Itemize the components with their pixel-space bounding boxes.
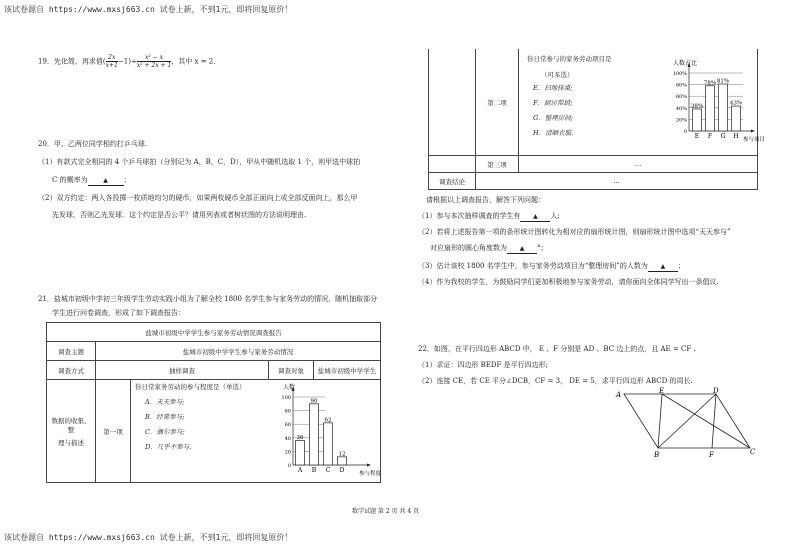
vertex-c: C [750,448,756,456]
label-method: 调查方式 [47,361,96,380]
item2-options [533,81,573,141]
q19-prefix: 19．先化简，再求值 [38,57,103,66]
bar-e [693,109,702,131]
blank-left-cell [429,49,476,156]
y-axis-label: 人数占比 [672,60,698,67]
q21-part3: （3）估计该校 1800 名学生中，参与家务劳动项目为“整理房间”的人数为 ▲ ； [418,262,685,270]
q20-part1-line1: （1）有款式完全相同的 4 个乒乓球拍（分别记为 A，B，C，D），甲从中随机选取 1 个，则甲选中球拍 [38,158,361,166]
option-h: H．清晒衣服. [533,129,574,137]
x-tick-c: C [325,467,331,474]
blank-left-cell-2 [429,156,476,173]
y-tick-label: 100 [281,395,291,401]
option-f: F．厨房帮厨; [533,99,573,107]
item1-content [131,380,381,483]
item2-content [519,49,766,156]
item1-label: 第一项 [96,380,131,483]
y-axis-label: 人数 [282,384,296,391]
q21-part2-blank[interactable]: ▲ [507,244,537,254]
q22-stem: 22．如图，在平行四边形 ABCD 中， E 、F 分别是 AD 、BC 边上的点，且 AE = CF . [418,345,696,353]
y-tick-label: 80% [675,82,687,89]
q21-part1-blank[interactable]: ▲ [520,212,550,222]
source-footer: 该试卷源自 https://www.mxsj663.cn 试卷上新，不到1元，即将回复原价！ [4,533,293,542]
parallelogram-figure [612,388,762,460]
option-b: B．经常参与; [145,413,185,421]
q20-stem: 20．甲、乙两位同学相约打乒乓球. [38,140,148,148]
source-header: 该试卷源自 https://www.mxsj663.cn 试卷上新，不到1元，即将回复原价！ [4,5,293,14]
table-title: 盐城市初级中学学生参与家务劳动情况调查报告 [47,323,381,342]
data-label-e: 38% [690,103,704,110]
x-axis-arrow [751,130,755,133]
survey-report-table [46,322,381,483]
x-tick-h: H [733,133,739,140]
vertex-b: B [654,451,660,459]
x-axis-label: 参与项目 [743,137,766,143]
label-object: 调查对象 [269,361,314,380]
q20-part2-line2: 先发球，否则乙先发球．这个约定是否公平？请用列表或者树状图的方法说明理由. [52,211,307,219]
option-c: C．偶尔参与; [145,428,185,436]
y-tick-label: 40% [675,105,687,112]
y-tick-label: 20 [284,449,291,456]
value-object: 盐城市初级中学学生 [314,361,381,380]
value-topic: 盐城市初级中学学生参与家务劳动情况 [96,342,381,361]
y-tick-label: 60 [284,422,291,429]
survey-report-table-continued [428,49,766,190]
y-tick-label: 100% [672,71,687,77]
q19-minus-one: −1)÷ [117,57,137,66]
chart-projects [667,55,766,151]
item2-label: 第二项 [475,49,518,156]
item2-note: （可多选） [541,71,574,79]
vertex-a: A [616,391,622,399]
q21-part1: （1）参与本次抽样调查的学生有 ▲ 人; [418,212,560,220]
item1-question: 你日常家务劳动的参与程度是（单选） [135,383,246,391]
data-label-h: 43% [729,100,743,107]
q19-fraction-1: $\frac{2x}{x+1}$ [105,54,118,69]
q21-part2-line2: 对应扇形的圆心角度数为 ▲ °； [430,244,548,252]
conclusion-label: 调查结论 [429,173,476,190]
page-number: 数学试题 第 2 页 共 4 页 [352,508,420,515]
item1-options [145,395,191,455]
y-tick-label: 40 [284,435,291,442]
option-e: E．扫地抹桌; [533,84,573,92]
x-tick-a: A [297,467,303,474]
data-label-b: 90 [310,398,318,405]
item3-label: 第三项 [475,156,518,173]
q22-part1: （1）求证：四边形 BEDF 是平行四边形; [418,361,548,369]
vertex-f: F [709,451,714,459]
bar-d [338,457,347,465]
y-tick-label: 20% [675,117,687,124]
bar-h [732,106,741,131]
bar-f [706,86,715,131]
x-tick-g: G [720,133,726,140]
option-g: G．整理房间; [533,114,573,122]
option-d: D．几乎不参与. [145,443,192,451]
data-label-f: 78% [703,80,717,87]
x-axis-arrow [367,464,371,467]
value-method: 抽样调查 [96,361,269,380]
q20-answer-blank[interactable]: ▲ [88,176,124,186]
q22-part2: （2）连接 CE，若 CE 平分∠DCB，CF = 3， DE = 5，求平行四边形 ABCD 的周长. [418,377,693,385]
bar-b [310,404,319,465]
vertex-e: E [659,387,665,395]
bar-g [719,84,728,131]
y-tick-label: 0 [287,463,291,469]
q19-suffix: ，其中 x = 2． [171,57,221,66]
q21-parts-intro: 请根据以上调查报告，解答下列问题： [426,196,545,204]
bar-c [324,423,333,465]
y-tick-label: 80 [284,408,291,415]
bar-a [296,441,305,465]
chart-participation [279,383,382,480]
data-label-d: 12 [338,451,346,458]
item3-content: … [519,156,758,173]
q21-stem-line1: 21．盐城市初级中学初三年级学生劳动实践小组为了解全校 1800 名学生参与家务劳动的情况，随机抽取部分 [38,295,378,303]
y-tick-label: 60% [675,94,687,101]
q21-part4: （4）作为我校的学生，为鼓励同学们更加积极地参与家务劳动，请你面向全体同学写出一条倡议. [418,278,719,286]
q21-stem-line2: 学生进行问卷调查，形成了如下调查报告： [52,309,185,317]
q19-fraction-2: $\frac{\text{x² − x}}{\text{x² + 2x + 1}}$ [136,54,172,69]
x-tick-b: B [311,467,317,474]
vertex-d: D [713,387,719,395]
label-data: 数据的收集、整 理与描述 [47,380,96,483]
label-topic: 调查主题 [47,342,96,361]
x-tick-f: F [707,133,713,140]
data-label-c: 62 [324,417,332,424]
data-label-a: 36 [296,435,304,442]
q20-part2-line1: （2）双方约定：两人各投掷一枚质地均匀的硬币，如果两枚硬币全部正面向上或全部反面向上，那么甲 [38,194,358,202]
x-tick-d: D [339,467,345,474]
option-a: A．天天参与; [145,398,185,406]
y-tick-label: 0 [683,129,687,135]
x-tick-e: E [694,133,700,140]
q21-part3-blank[interactable]: ▲ [648,262,678,272]
item2-question: 你日常参与的家务劳动项目是 [527,55,612,63]
q20-part1-line2: C 的概率为 ▲ ； [52,176,131,184]
x-axis-label: 参与程度 [359,471,382,477]
q21-part2-line1: （2）若将上述报告第一项的条形统计图转化为相对应的扇形统计图，则扇形统计图中选项“天天参与” [418,228,731,236]
conclusion-content: … [475,173,757,190]
data-label-g: 81% [716,78,730,85]
question-19: 19．先化简，再求值( $\frac{2x}{x+1}$ −1)÷ $\frac{\text{x² − x}}{\text{x² + 2x + 1}}$ ，其中 x = 2． [38,54,221,69]
